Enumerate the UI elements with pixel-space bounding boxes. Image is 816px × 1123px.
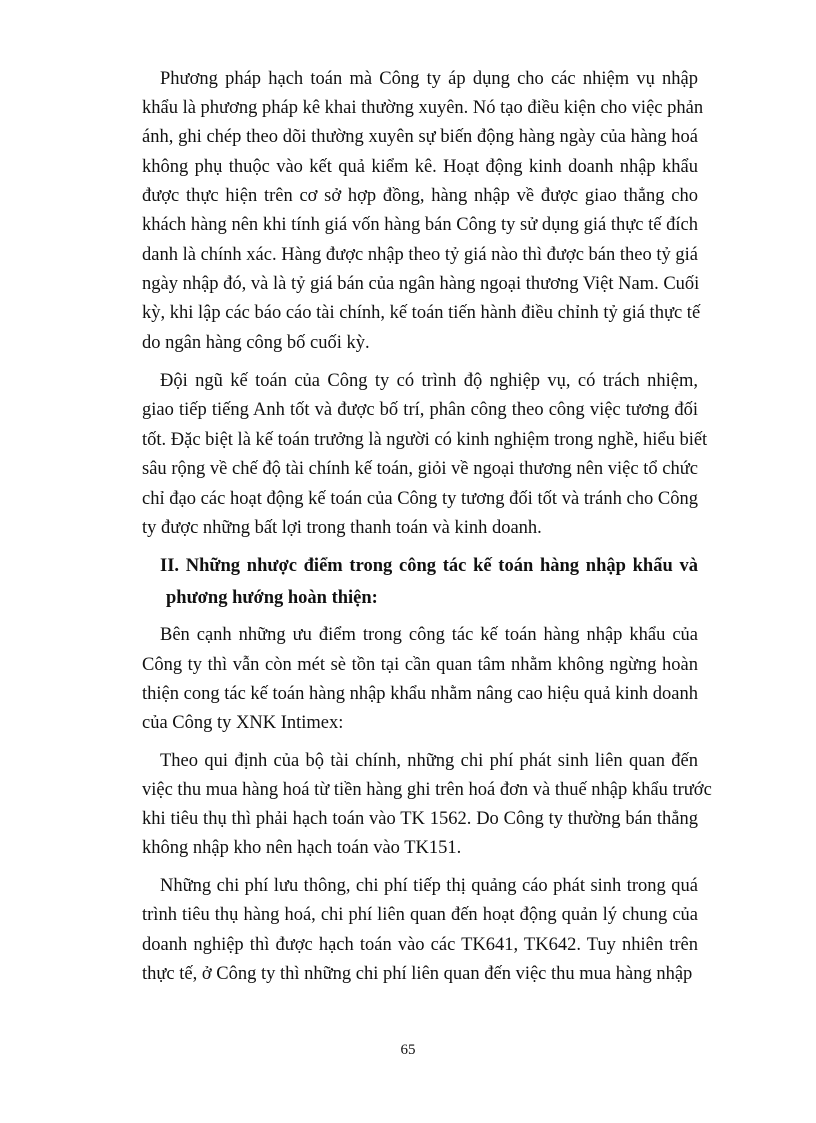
text-line: khách hàng nên khi tính giá vốn hàng bán Công ty sử dụng giá thực tế đích <box>142 215 698 235</box>
text-line: ánh, ghi chép theo dõi thường xuyên sự biến động hàng ngày của hàng hoá <box>142 127 698 147</box>
text-line: khi tiêu thụ thì phải hạch toán vào TK 1562. Do Công ty thường bán thẳng <box>142 809 698 829</box>
text-line: chỉ đạo các hoạt động kế toán của Công ty tương đối tốt và tránh cho Công <box>142 489 698 509</box>
text-line: không nhập kho nên hạch toán vào TK151. <box>142 838 462 858</box>
section-heading: II. Những nhược điểm trong công tác kế toán hàng nhập khẩu và <box>160 556 698 576</box>
text-line: của Công ty XNK Intimex: <box>142 713 344 733</box>
text-line: khẩu là phương pháp kê khai thường xuyên. Nó tạo điều kiện cho việc phản <box>142 98 704 118</box>
text-line: Công ty thì vẫn còn mét sè tồn tại cần quan tâm nhằm không ngừng hoàn <box>142 655 698 675</box>
text-line: được thực hiện trên cơ sở hợp đồng, hàng nhập về được giao thẳng cho <box>142 186 698 206</box>
text-line: ngày nhập đó, và là tỷ giá bán của ngân hàng ngoại thương Việt Nam. Cuối <box>142 274 700 294</box>
page-number: 65 <box>400 1042 416 1058</box>
text-line: kỳ, khi lập các báo cáo tài chính, kế toán tiến hành điều chỉnh tỷ giá thực tế <box>142 303 701 323</box>
text-line: thiện cong tác kế toán hàng nhập khẩu nhằm nâng cao hiệu quả kinh doanh <box>142 684 698 704</box>
text-line: Bên cạnh những ưu điểm trong công tác kế toán hàng nhập khẩu của <box>160 625 698 645</box>
text-line: Theo qui định của bộ tài chính, những chi phí phát sinh liên quan đến <box>160 751 698 771</box>
text-line: Phương pháp hạch toán mà Công ty áp dụng cho các nhiệm vụ nhập <box>160 69 698 89</box>
text-line: danh là chính xác. Hàng được nhập theo tỷ giá nào thì được bán theo tỷ giá <box>142 245 698 265</box>
text-line: Đội ngũ kế toán của Công ty có trình độ nghiệp vụ, có trách nhiệm, <box>160 371 698 391</box>
text-line: tốt. Đặc biệt là kế toán trưởng là người có kinh nghiệm trong nghề, hiểu biết <box>142 430 708 450</box>
text-line: do ngân hàng công bố cuối kỳ. <box>142 333 370 353</box>
text-line: trình tiêu thụ hàng hoá, chi phí liên quan đến hoạt động quản lý chung của <box>142 905 698 925</box>
text-line: ty được những bất lợi trong thanh toán và kinh doanh. <box>142 518 542 538</box>
text-line: doanh nghiệp thì được hạch toán vào các TK641, TK642. Tuy nhiên trên <box>142 935 698 955</box>
text-line: việc thu mua hàng hoá từ tiền hàng ghi trên hoá đơn và thuế nhập khẩu trước <box>142 780 712 800</box>
text-line: Những chi phí lưu thông, chi phí tiếp thị quảng cáo phát sinh trong quá <box>160 876 698 896</box>
text-line: không phụ thuộc vào kết quả kiểm kê. Hoạt động kinh doanh nhập khẩu <box>142 157 698 177</box>
text-line: giao tiếp tiếng Anh tốt và được bố trí, phân công theo công việc tương đối <box>142 400 698 420</box>
text-line: sâu rộng về chế độ tài chính kế toán, giỏi về ngoại thương nên việc tổ chức <box>142 459 698 479</box>
text-line: thực tế, ở Công ty thì những chi phí liên quan đến việc thu mua hàng nhập <box>142 964 693 984</box>
section-heading-continued: phương hướng hoàn thiện: <box>166 588 378 608</box>
